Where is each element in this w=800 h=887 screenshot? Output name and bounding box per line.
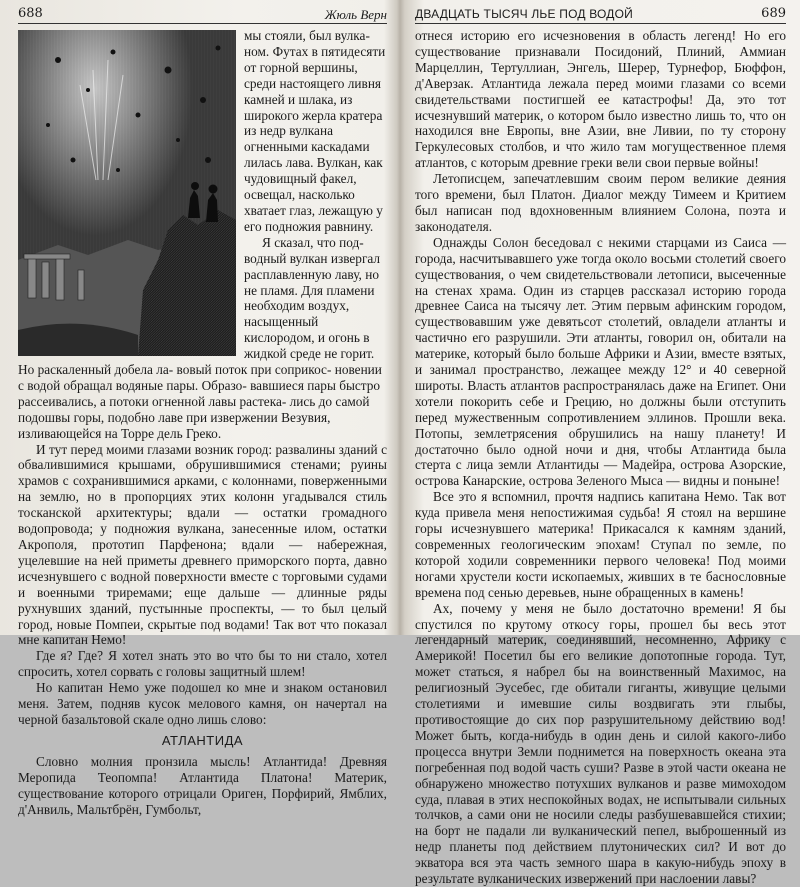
right-page — [401, 0, 800, 887]
right-page-number: 689 — [761, 6, 786, 21]
body-paragraph: Но капитан Немо уже подошел ко мне и знаком остановил меня. Затем, подняв кусок мелового камня, он начертал на черной базальтовой скале одно лишь слово: — [18, 680, 387, 727]
body-paragraph: Все это я вспомнил, прочтя надпись капитана Немо. Так вот куда привела меня непостижимая судьба! Я стоял на вершине горы исчезнувшего материка! Прикасался к камням зданий, современных геологическим эпохам! Ступал по земле, по которой ходили современники первого человека! Под моими ногами хрустели кости ископаемых, живших в те баснословные времена под сенью деревьев, ныне обращенных в камень! — [415, 489, 786, 600]
left-running-head — [18, 6, 387, 24]
left-page-number: 688 — [18, 6, 43, 21]
left-running-title: Жюль Верн — [324, 7, 387, 22]
right-running-head — [415, 6, 786, 24]
inscription-heading: АТЛАНТИДА — [161, 732, 244, 748]
wrap-paragraph: Я сказал, что под- водный вулкан извергал расплавленную лаву, но не пламя. Для пламени необходим воздух, насыщенный кислородом, и огонь в жидкой среде не горит. Но раскаленный добела ла- вовый поток при соприкос- новении с водой обращал водяные пары. Образо- вавшиеся пары быстро рассеивались, а потоки огненной лавы растека- лись до самой подошвы горы, подобно лаве при извержении Везувия, изливающейся на Торре дель Греко. — [18, 234, 382, 441]
body-paragraph: Ах, почему у меня не было достаточно времени! Я бы спустился по крутому откосу горы, прошел бы весь этот легендарный материк, соединявший, несомненно, Африку с Америкой! Посетил бы его великие допотопные города. Тут, может статься, я набрел бы на воинственный Махимос, на религиозный Эусебес, где обитали гиганты, живущие целыми столетиями и имевшие силы воздвигать эти глыбы, противостоящие до сих пор разрушительному действию вод! Может быть, когда-нибудь в один день и силой какого-либо процесса внутри Земли поднимется на поверхность океана эта погребенная под водой часть суши? Разве в этой части океана не обнаружено множество потухших вулканов и разве мимоходом суда, плавая в этих неспокойных водах, не испытывали сильных толчков, а сами они не носили следы разбушевавшейся стихии; на борт не падали ли вулканический пепел, выброшенный из недр планеты под действием плутонических сил? И вот до экватора вся эта часть земного шара в какую-нибудь эпоху в результате вулканических извержений при наслоении лавы? — [415, 600, 786, 887]
left-page — [0, 0, 399, 817]
wrap-paragraph: мы стояли, был вулка- ном. Футах в пятидесяти от горной вершины, среди настоящего ливня камней и шлака, из широкого жерла кратера из недр вулкана огненными каскадами лилась лава. Вулкан, как чудовищный факел, освещал, насколько хватает глаз, лежащую у его подножия равнину. — [244, 28, 386, 234]
body-paragraph: И тут перед моими глазами возник город: развалины зданий с обвалившимися крышами, обрушившимися стенами; руины храмов с сохранившимися арками, с колоннами, поверженными на землю, но в пропорциях этих колонн угадывался стиль тосканской архитектуры; вдали — остатки громадного водопровода; у подножия вулкана, занесенные илом, остатки Акрополя, прототип Парфенона; вдали — набережная, уцелевшие на ней приметы древнего приморского порта, давно исчезнувшего с водной поверхности вместе с торговыми судами и военными триремами; еще дальше — длинные ряды рухнувших зданий, пустынные проспекты, — то был целый город, новые Помпеи, скрытые под водами! Так вот что показал мне капитан Немо! — [18, 441, 387, 648]
body-paragraph: отнеся историю его исчезновения в область легенд! Но его существование признавали Посидоний, Плиний, Аммиан Марцеллин, Тертуллиан, Энгель, Шерер, Турнефор, Бюффон, д'Аверзак. Атлантида лежала перед моими глазами со всеми свидетельствами постигшей ее катастрофы! Да, это тот исчезнувший материк, о котором было известно лишь то, что он находился вне Европы, вне Азии, вне Ливии, по ту сторону Геркулесовых столбов, и что жило там могущественное племя атлантов, с которым древние греки вели свои первые войны! — [415, 28, 786, 171]
body-paragraph: Однажды Солон беседовал с некими старцами из Саиса — города, насчитывавшего уже тогда около восьми столетий своего существования, о чем свидетельствовали летописи, высеченные на стенах храма. Один из старцев рассказал историю города древнее Саиса на тысячу лет. Этим первым афинским городом, существовавшим уже девятьсот столетий, овладели атланты и частично его разрушили. Эти атланты, говорил он, обитали на материке, который было больше Африки и Азии, вместе взятых, и занимал пространство, лежащее между 12° и 40 северной широты. Власть атлантов распространялась даже на Египет. Они хотели покорить себе и Грецию, но должны были отступить перед мужественным сопротивлением эллинов. Прошли века. Потопы, землетрясения обрушились на нашу планету! И достаточно было одной ночи и дня, чтобы Атлантида была стерта с лица земли Атлантиды — Мадейра, острова Азорские, острова Канарские, острова Зеленого Мыса — видны и поныне! — [415, 234, 786, 489]
body-paragraph: Летописцем, запечатлевшим своим пером великие деяния того времени, был Платон. Диалог между Тимеем и Критием был написан под вдохновенным влиянием Солона, поэта и законодателя. — [415, 171, 786, 234]
body-paragraph: Словно молния пронзила мысль! Атлантида! Древняя Меропида Теопомпа! Атлантида Платона! Материк, существование которого отрицали Ориген, Порфирий, Ямблих, д'Анвиль, Мальтбрён, Гумбольт, — [18, 753, 387, 817]
engraving-illustration — [18, 30, 236, 356]
body-paragraph: Где я? Где? Я хотел знать это во что бы то ни стало, хотел спросить, хотел сорвать с головы защитный шлем! — [18, 648, 387, 680]
right-running-title: ДВАДЦАТЬ ТЫСЯЧ ЛЬЕ ПОД ВОДОЙ — [415, 7, 633, 21]
underwater-volcano-engraving — [18, 30, 236, 356]
